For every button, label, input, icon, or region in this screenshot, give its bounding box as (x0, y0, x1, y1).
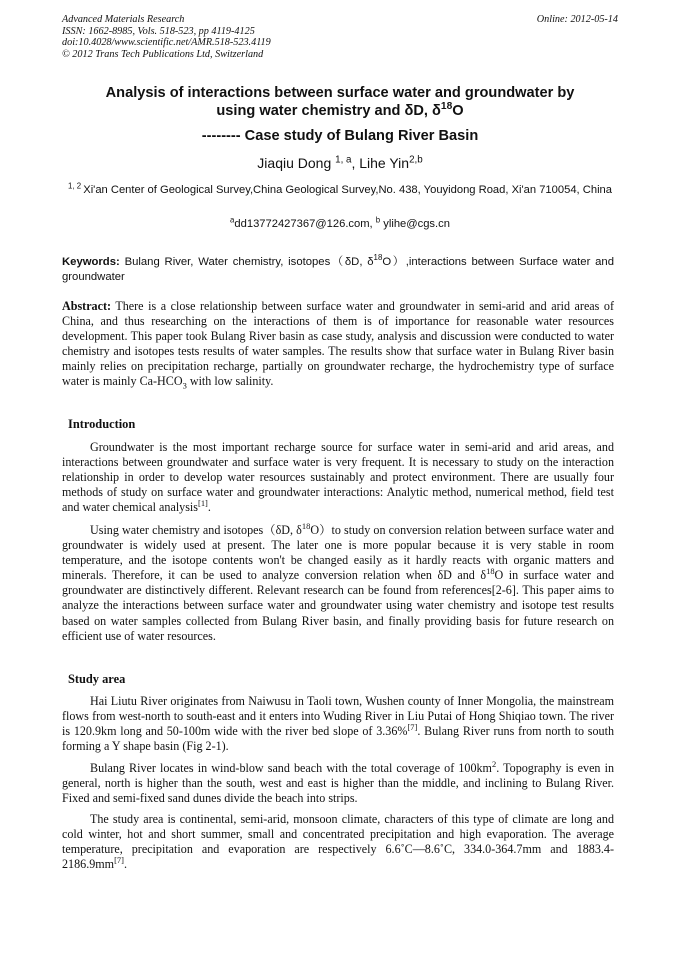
keywords-label: Keywords: (62, 256, 120, 268)
intro-paragraph-2: Using water chemistry and isotopes（δD, $\delta^{18}O)to$ study on conversion relation between surface water and groundwater is widely used at present. The later one is more popular because it is very stable in room temperature, and the isotope contents won't be changed easily as it hardly reacts with organic matters and minerals. Therefore, it can be used to analyze conversion relation when δD and $\delta^{18}O$ in surface water and groundwater are distinctively different. Relevant research can be found from references[2-6]. This paper aims to analyze the interactions between surface water and groundwater using water chemistry and isotope test results based on water samples collected from Bulang River basin, and finally providing basis for future research on efficient use of water resources. (62, 520, 614, 643)
copyright-line: © 2012 Trans Tech Publications Ltd, Switzerland (62, 48, 264, 60)
author-list: Jiaqiu Dong $^{1, a}$, Lihe Yin$^{2,b}$ (257, 154, 423, 171)
affiliation: $^{1, 2}$ Xi'an Center of Geological Survey,China Geological Survey,No. 438, Youyidong Road, Xi'an 710054, China (68, 181, 612, 196)
issn-line: ISSN: 1662-8985, Vols. 518-523, pp 4119-4125 (62, 25, 255, 37)
title-line-1: Analysis of interactions between surface water and groundwater by (105, 85, 575, 101)
study-paragraph-1: Hai Liutu River originates from Naiwusu in Taoli town, Wushen county of Inner Mongolia, the mainstream flows from west-north to south-east and it enters into Wuding River in Liu Putai of Hong Shiqiao town. The river is 120.9km long and 50-100m wide with the river bed slope of 3.36%[7]. Bulang River runs from north to south forming a Y shape basin (Fig 2-1). (62, 694, 615, 754)
email-a: dd13772427367@126.com, (234, 218, 376, 230)
author-1: Jiaqiu Dong (257, 155, 336, 171)
study-paragraph-2: Bulang River locates in wind-blow sand beach with the total coverage of $100km^2$. Topography is even in general, north is higher than the south, west and east is higher than the middle, and inclining to Bulang River. Fixed and semi-fixed sand dunes divide the beach into strips. (62, 758, 614, 806)
journal-name: Advanced Materials Research (62, 14, 185, 25)
keywords: Keywords: Bulang River, Water chemistry, isotopes（δD, $\delta^{18}O),interactions$ between Surface water and groundwater (62, 253, 614, 283)
title-line-2: using water chemistry and δD, $\delta^{18}O$ (216, 101, 464, 119)
author-2: Lihe Yin (359, 155, 410, 171)
abstract-label: Abstract: (62, 299, 112, 313)
journal-header (62, 14, 618, 60)
section-heading-study-area: Study area (68, 672, 126, 686)
doi-line: doi:10.4028/www.scientific.net/AMR.518-523.4119 (62, 37, 271, 49)
paper-subtitle: -------- Case study of Bulang River Basin (201, 128, 479, 144)
section-heading-introduction: Introduction (68, 417, 136, 431)
paper-title (62, 84, 618, 120)
email-b: ylihe@cgs.cn (380, 218, 450, 230)
study-paragraph-3: The study area is continental, semi-arid, monsoon climate, characters of this type of climate are long and cold winter, hot and short summer, small and concentrated precipitation and high evaporation. The average temperature, precipitation and evaporation are respectively 6.6˚C—8.6˚C, 334.0-364.7mm and 1883.4-2186.9mm[7]. (62, 812, 614, 872)
author-emails: $^a$dd13772427367@126.com, $^b$ ylihe@cgs.cn (230, 215, 450, 230)
online-date: Online: 2012-05-14 (536, 14, 618, 25)
abstract: Abstract: There is a close relationship between surface water and groundwater in semi-arid and arid areas of China, and thus researching on the interactions of them is of importance for reasonable water resources development. This paper took Bulang River basin as case study, analysis and discussion were conducted to water chemistry and isotopes tests results of water samples. The results show that surface water in Bulang River basin mainly relies on precipitation recharge, partially on groundwater recharge, the hydrochemistry type of surface water is mainly $Ca-HCO_3$ with low salinity. (62, 299, 614, 391)
intro-paragraph-1: Groundwater is the most important recharge source for surface water in semi-arid and arid areas, and interactions between groundwater and surface water is very frequent. It is necessary to study on the interaction relationship in order to develop water resources sustainably and protect environment. There are usually four methods of study on surface water and groundwater interactions: Analytic method, numerical method, field test and water chemical analysis[1]. (62, 440, 614, 515)
